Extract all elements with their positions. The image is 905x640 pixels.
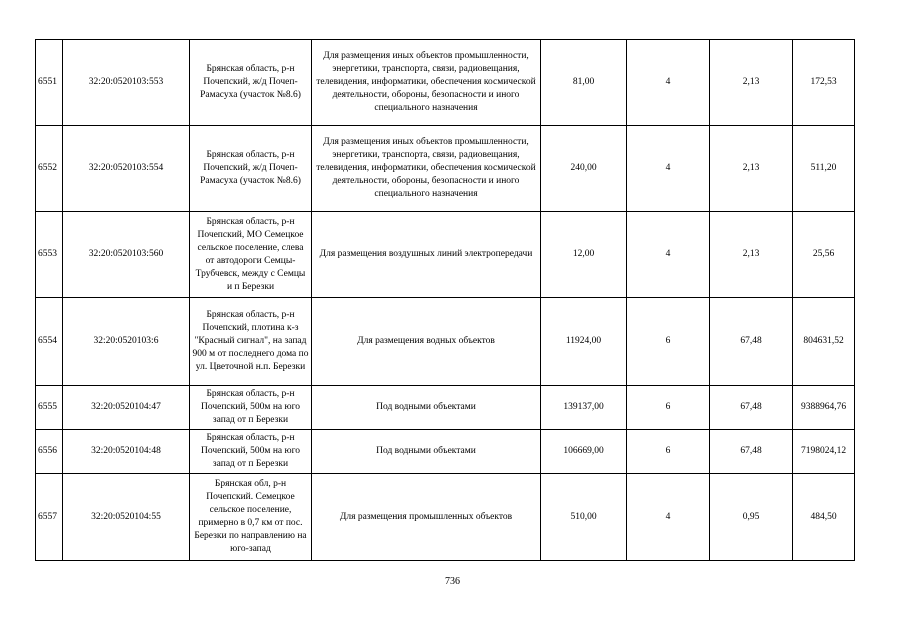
group-cell: 4: [627, 40, 710, 126]
table-row: [36, 126, 855, 212]
area-cell: 81,00: [541, 40, 627, 126]
rate-cell: 2,13: [710, 126, 793, 212]
table-row: [36, 474, 855, 561]
area-cell: 12,00: [541, 212, 627, 298]
area-cell: 510,00: [541, 474, 627, 561]
permitted-use-cell: Под водными объектами: [312, 386, 541, 430]
rate-cell: 0,95: [710, 474, 793, 561]
address-cell: Брянская область, р-н Почепский, 500м на юго запад от п Березки: [190, 386, 312, 430]
permitted-use-cell: Для размещения иных объектов промышленности, энергетики, транспорта, связи, радиовещания, телевидения, информатики, обеспечения космической деятельности, обороны, безопасности и иного специального назначения: [312, 40, 541, 126]
permitted-use-cell: Для размещения промышленных объектов: [312, 474, 541, 561]
address-cell: Брянская область, р-н Почепский, ж/д Почеп-Рамасуха (участок №8.6): [190, 40, 312, 126]
cadastral-number: 32:20:0520103:553: [63, 40, 190, 126]
page-number: 736: [445, 576, 460, 587]
area-cell: 139137,00: [541, 386, 627, 430]
row-number: 6554: [36, 298, 63, 386]
row-number: 6556: [36, 430, 63, 474]
value-cell: 172,53: [793, 40, 855, 126]
permitted-use-cell: Для размещения воздушных линий электропередачи: [312, 212, 541, 298]
group-cell: 4: [627, 474, 710, 561]
area-cell: 240,00: [541, 126, 627, 212]
address-cell: Брянская область, р-н Почепский, МО Семецкое сельское поселение, слева от автодороги Семцы-Трубчевск, между с Семцы и п Березки: [190, 212, 312, 298]
cadastral-number: 32:20:0520104:55: [63, 474, 190, 561]
address-cell: Брянская область, р-н Почепский, ж/д Почеп-Рамасуха (участок №8.6): [190, 126, 312, 212]
area-cell: 11924,00: [541, 298, 627, 386]
rate-cell: 67,48: [710, 298, 793, 386]
permitted-use-cell: Для размещения водных объектов: [312, 298, 541, 386]
group-cell: 6: [627, 430, 710, 474]
group-cell: 4: [627, 212, 710, 298]
value-cell: 804631,52: [793, 298, 855, 386]
cadastral-number: 32:20:0520104:47: [63, 386, 190, 430]
value-cell: 25,56: [793, 212, 855, 298]
cadastral-number: 32:20:0520103:560: [63, 212, 190, 298]
table-row: [36, 386, 855, 430]
row-number: 6557: [36, 474, 63, 561]
permitted-use-cell: Под водными объектами: [312, 430, 541, 474]
table-row: [36, 298, 855, 386]
table-row: [36, 212, 855, 298]
cadastral-number: 32:20:0520103:6: [63, 298, 190, 386]
cadastral-number: 32:20:0520103:554: [63, 126, 190, 212]
area-cell: 106669,00: [541, 430, 627, 474]
rate-cell: 67,48: [710, 430, 793, 474]
rate-cell: 2,13: [710, 40, 793, 126]
group-cell: 4: [627, 126, 710, 212]
rate-cell: 67,48: [710, 386, 793, 430]
cadastral-number: 32:20:0520104:48: [63, 430, 190, 474]
table-row: [36, 430, 855, 474]
cadastral-table: [35, 39, 855, 561]
group-cell: 6: [627, 386, 710, 430]
row-number: 6553: [36, 212, 63, 298]
address-cell: Брянская область, р-н Почепский, 500м на юго запад от п Березки: [190, 430, 312, 474]
row-number: 6551: [36, 40, 63, 126]
value-cell: 511,20: [793, 126, 855, 212]
row-number: 6555: [36, 386, 63, 430]
value-cell: 7198024,12: [793, 430, 855, 474]
rate-cell: 2,13: [710, 212, 793, 298]
value-cell: 9388964,76: [793, 386, 855, 430]
value-cell: 484,50: [793, 474, 855, 561]
group-cell: 6: [627, 298, 710, 386]
row-number: 6552: [36, 126, 63, 212]
address-cell: Брянская обл, р-н Почепский. Семецкое сельское поселение, примерно в 0,7 км от пос. Березки по направлению на юго-запад: [190, 474, 312, 561]
table-row: [36, 40, 855, 126]
address-cell: Брянская область, р-н Почепский, плотина к-з "Красный сигнал", на запад 900 м от последнего дома по ул. Цветочной н.п. Березки: [190, 298, 312, 386]
permitted-use-cell: Для размещения иных объектов промышленности, энергетики, транспорта, связи, радиовещания, телевидения, информатики, обеспечения космической деятельности, обороны, безопасности и иного специального назначения: [312, 126, 541, 212]
